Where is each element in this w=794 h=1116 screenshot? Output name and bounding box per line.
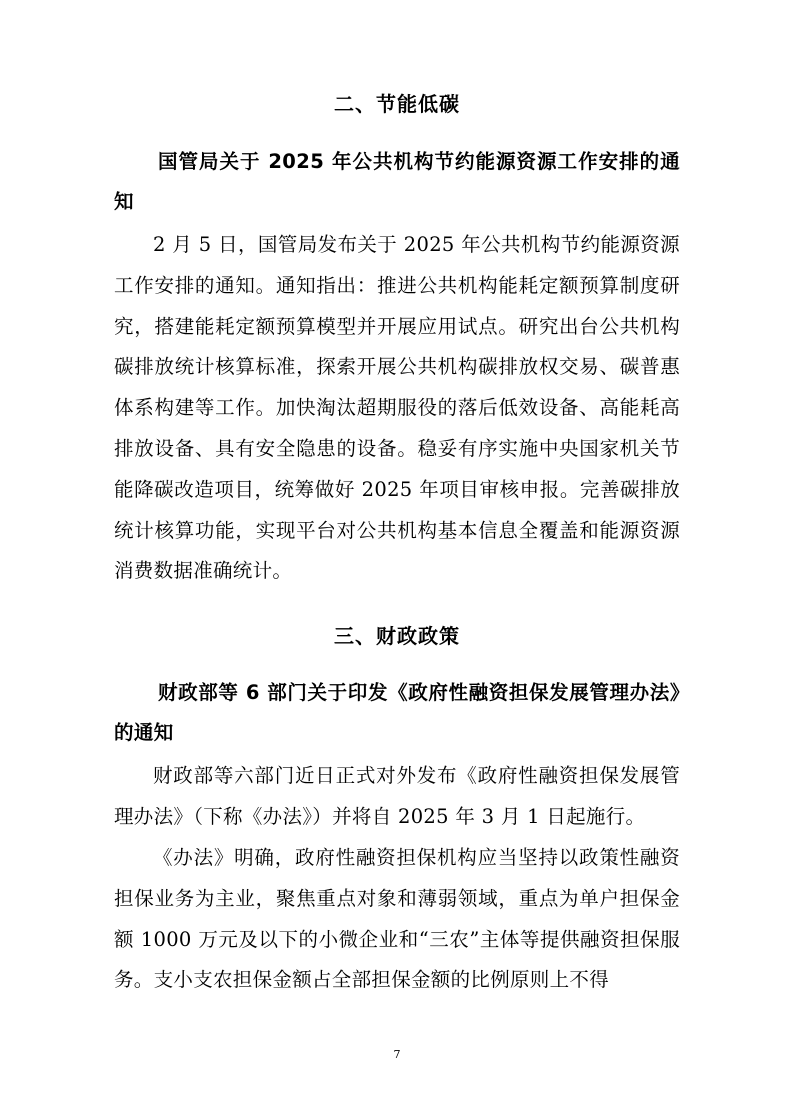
paragraph-guarantee-details: 《办法》明确，政府性融资担保机构应当坚持以政策性融资担保业务为主业，聚焦重点对象和薄弱领域，重点为单户担保金额 1000 万元及以下的小微企业和“三农”主体等提供融资担保服务。支小支农担保金额占全部担保金额的比例原则上不得 bbox=[114, 846, 680, 992]
page-number: 7 bbox=[393, 1048, 401, 1061]
article-title-guarantee-notice: 财政部等 6 部门关于印发《政府性融资担保发展管理办法》的通知 bbox=[114, 681, 680, 744]
section-heading-fiscal: 三、财政政策 bbox=[334, 624, 460, 648]
section-heading-energy: 二、节能低碳 bbox=[334, 92, 460, 116]
paragraph-energy-notice: 2 月 5 日，国管局发布关于 2025 年公共机构节约能源资源工作安排的通知。通知指出：推进公共机构能耗定额预算制度研究，搭建能耗定额预算模型并开展应用试点。研究出台公共机构碳排放统计核算标准，探索开展公共机构碳排放权交易、碳普惠体系构建等工作。加快淘汰超期服役的落后低效设备、高能耗高排放设备、具有安全隐患的设备。稳妥有序实施中央国家机关节能降碳改造项目，统筹做好 2025 年项目审核申报。完善碳排放统计核算功能，实现平台对公共机构基本信息全覆盖和能源资源消费数据准确统计。 bbox=[114, 233, 680, 583]
article-title-energy-notice: 国管局关于 2025 年公共机构节约能源资源工作安排的通知 bbox=[114, 150, 680, 213]
paragraph-guarantee-intro: 财政部等六部门近日正式对外发布《政府性融资担保发展管理办法》（下称《办法》）并将自 2025 年 3 月 1 日起施行。 bbox=[114, 764, 680, 828]
